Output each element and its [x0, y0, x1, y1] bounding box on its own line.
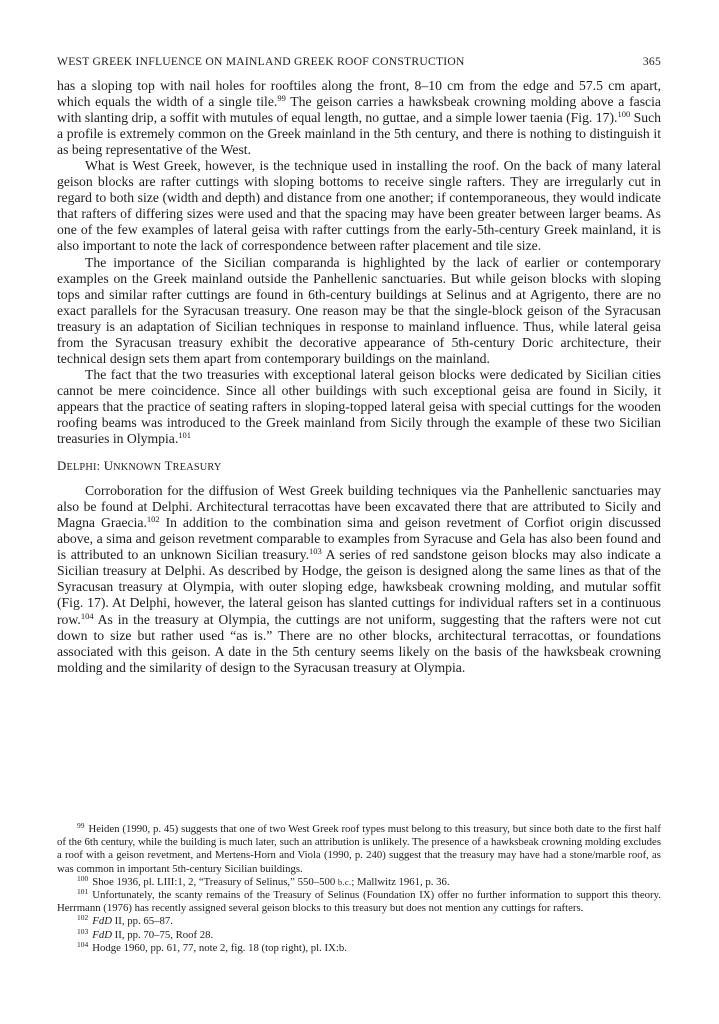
footnote-text: Heiden (1990, p. 45) suggests that one of two West Greek roof types must belong to this treasury, but since both date to the first half of the 6th century, while the building is much later, such an attribution is unlikely. The presence of a hawksbeak crowning molding excludes a roof with a geison revetment, and Mertens-Horn and Viola (1990, p. 240) suggest that the treasury may have had a stone/marble roof, as was common in important 5th-century Sicilian buildings. [57, 823, 661, 875]
footnote-text: Hodge 1960, pp. 61, 77, note 2, fig. 18 (top right), pl. IX:b. [92, 941, 347, 954]
footnote [57, 823, 661, 876]
footnotes [57, 823, 661, 955]
heading-smallcaps: REASURY [172, 462, 222, 474]
footnote [57, 926, 661, 942]
heading-initial: U [103, 459, 114, 474]
footnote-text: Shoe 1936, pl. LIII:1, 2, “Treasury of Selinus,” 550–500 [92, 875, 338, 888]
text-run: The geison carries a hawksbeak crowning molding above a fascia with slanting drip, a soffit with mutules of equal length, no guttae, and a simple lower taenia (Fig. 17). [57, 94, 661, 126]
text-run: A series of red sandstone geison blocks may also indicate a Sicilian treasury at Delphi. As described by Hodge, the geison is designed along the same lines as that of the Syracusan treasury at Olympia, with outer sloping edge, hawksbeak crowning molding, and mutular soffit (Fig. 17). At Delphi, however, the lateral geison has slanted cuttings for individual rafters set in a continuous row. [57, 547, 661, 627]
paragraph [57, 483, 661, 676]
footnote-number: 104 [77, 939, 89, 949]
footnote-ref: 102 [146, 514, 160, 525]
footnote-italic: FdD [92, 928, 112, 941]
footnote-ref: 101 [178, 430, 192, 441]
heading-initial: T [164, 459, 173, 474]
paragraph [57, 158, 661, 254]
heading-smallcaps: ELPHI [66, 462, 97, 474]
footnote-text: Unfortunately, the scanty remains of the Treasury of Selinus (Foundation IX) offer no further information to support this theory. Herrmann (1976) has recently assigned several geison blocks to this treasury but does not mention any cuttings for rafters. [57, 889, 661, 915]
footnote [57, 873, 661, 889]
footnote-ref: 99 [277, 93, 286, 104]
footnote-ref: 103 [309, 546, 322, 557]
footnote-ref: 104 [80, 610, 94, 621]
footnote-ref: 100 [617, 109, 631, 120]
footnote-text: II, pp. 65–87. [111, 915, 173, 928]
footnote-text: II, pp. 70–75, Roof 28. [111, 928, 214, 941]
paragraph [57, 255, 661, 367]
text-run: Corroboration for the diffusion of West Greek building techniques via the Panhellenic sanctuaries may also be found at Delphi. Architectural terracottas have been excavated there that are attributed to Sicily and Magna Graecia. [57, 483, 661, 531]
running-head [57, 55, 661, 68]
footnote-number: 101 [77, 887, 89, 897]
heading-separator: : [96, 459, 104, 474]
footnote [57, 939, 661, 955]
heading-initial: D [57, 459, 67, 474]
footnote [57, 889, 661, 915]
text-run: The importance of the Sicilian comparanda is highlighted by the lack of earlier or contemporary examples on the Greek mainland outside the Panhellenic sanctuaries. But while geison blocks with sloping tops and similar rafter cuttings are found in 6th-century buildings at Selinus and at Agrigento, there are no exact parallels for the Syracusan treasury. One reason may be that the single-block geison of the Syracusan treasury is an adaptation of Sicilian techniques in response to mainland influence. Thus, while lateral geisa from the Syracusan treasury exhibit the decorative appearance of 5th-century Doric architecture, their technical design sets them apart from contemporary buildings on the mainland. [57, 254, 661, 366]
section-heading [57, 458, 661, 476]
text-run: The fact that the two treasuries with exceptional lateral geison blocks were dedicated by Sicilian cities cannot be mere coincidence. Since all other buildings with such exceptional geisa are found in Sicily, it appears that the practice of seating rafters in sloping-topped lateral geisa with special cuttings for the wooden roofing beams was introduced to the Greek mainland from Sicily through the example of these two Sicilian treasuries in Olympia. [57, 366, 661, 447]
paragraph [57, 78, 661, 158]
text-run: Such a profile is extremely common on the Greek mainland in the 5th century, and there is nothing to distinguish it as being representative of the West. [57, 110, 661, 158]
footnote-italic: FdD [92, 915, 112, 928]
text-run: As in the treasury at Olympia, the cuttings are not uniform, suggesting that the rafters were not cut down to size but rather used “as is.” There are no other blocks, architectural terracottas, or foundations associated with this geison. A date in the 5th century seems likely on the basis of the hawksbeak crowning molding and the similarity of design to the Syracusan treasury at Olympia. [57, 611, 661, 675]
running-head-title: WEST GREEK INFLUENCE ON MAINLAND GREEK ROOF CONSTRUCTION [57, 55, 465, 68]
footnote-number: 102 [77, 913, 89, 923]
text-run: In addition to the combination sima and geison revetment of Corfiot origin discussed above, a sima and geison revetment comparable to examples from Syracuse and Gela has also been found and is attributed to an unknown Sicilian treasury. [57, 515, 661, 563]
footnote [57, 915, 661, 928]
footnote-number: 99 [77, 821, 85, 830]
footnote-number: 100 [77, 873, 89, 883]
heading-smallcaps: NKNOWN [113, 462, 162, 474]
page-number: 365 [642, 55, 661, 68]
text-run: has a sloping top with nail holes for rooftiles along the front, 8–10 cm from the edge and 57.5 cm apart, which equals the width of a single tile. [57, 78, 661, 110]
paragraph [57, 367, 661, 447]
footnote-number: 103 [77, 926, 89, 936]
body-text [57, 78, 661, 676]
footnote-smallcaps: b.c. [337, 876, 352, 887]
footnote-text: ; Mallwitz 1961, p. 36. [351, 875, 450, 888]
text-run: What is West Greek, however, is the technique used in installing the roof. On the back of many lateral geison blocks are rafter cuttings with sloping bottoms to receive single rafters. They are irregularly cut in regard to both size (width and depth) and distance from one another; if contemporaneous, they would indicate that rafters of differing sizes were used and that the spacing may have been greater between larger beams. As one of the few examples of lateral geisa with rafter cuttings from the early-5th-century Greek mainland, it is also important to note the lack of correspondence between rafter placement and tile size. [57, 158, 661, 254]
